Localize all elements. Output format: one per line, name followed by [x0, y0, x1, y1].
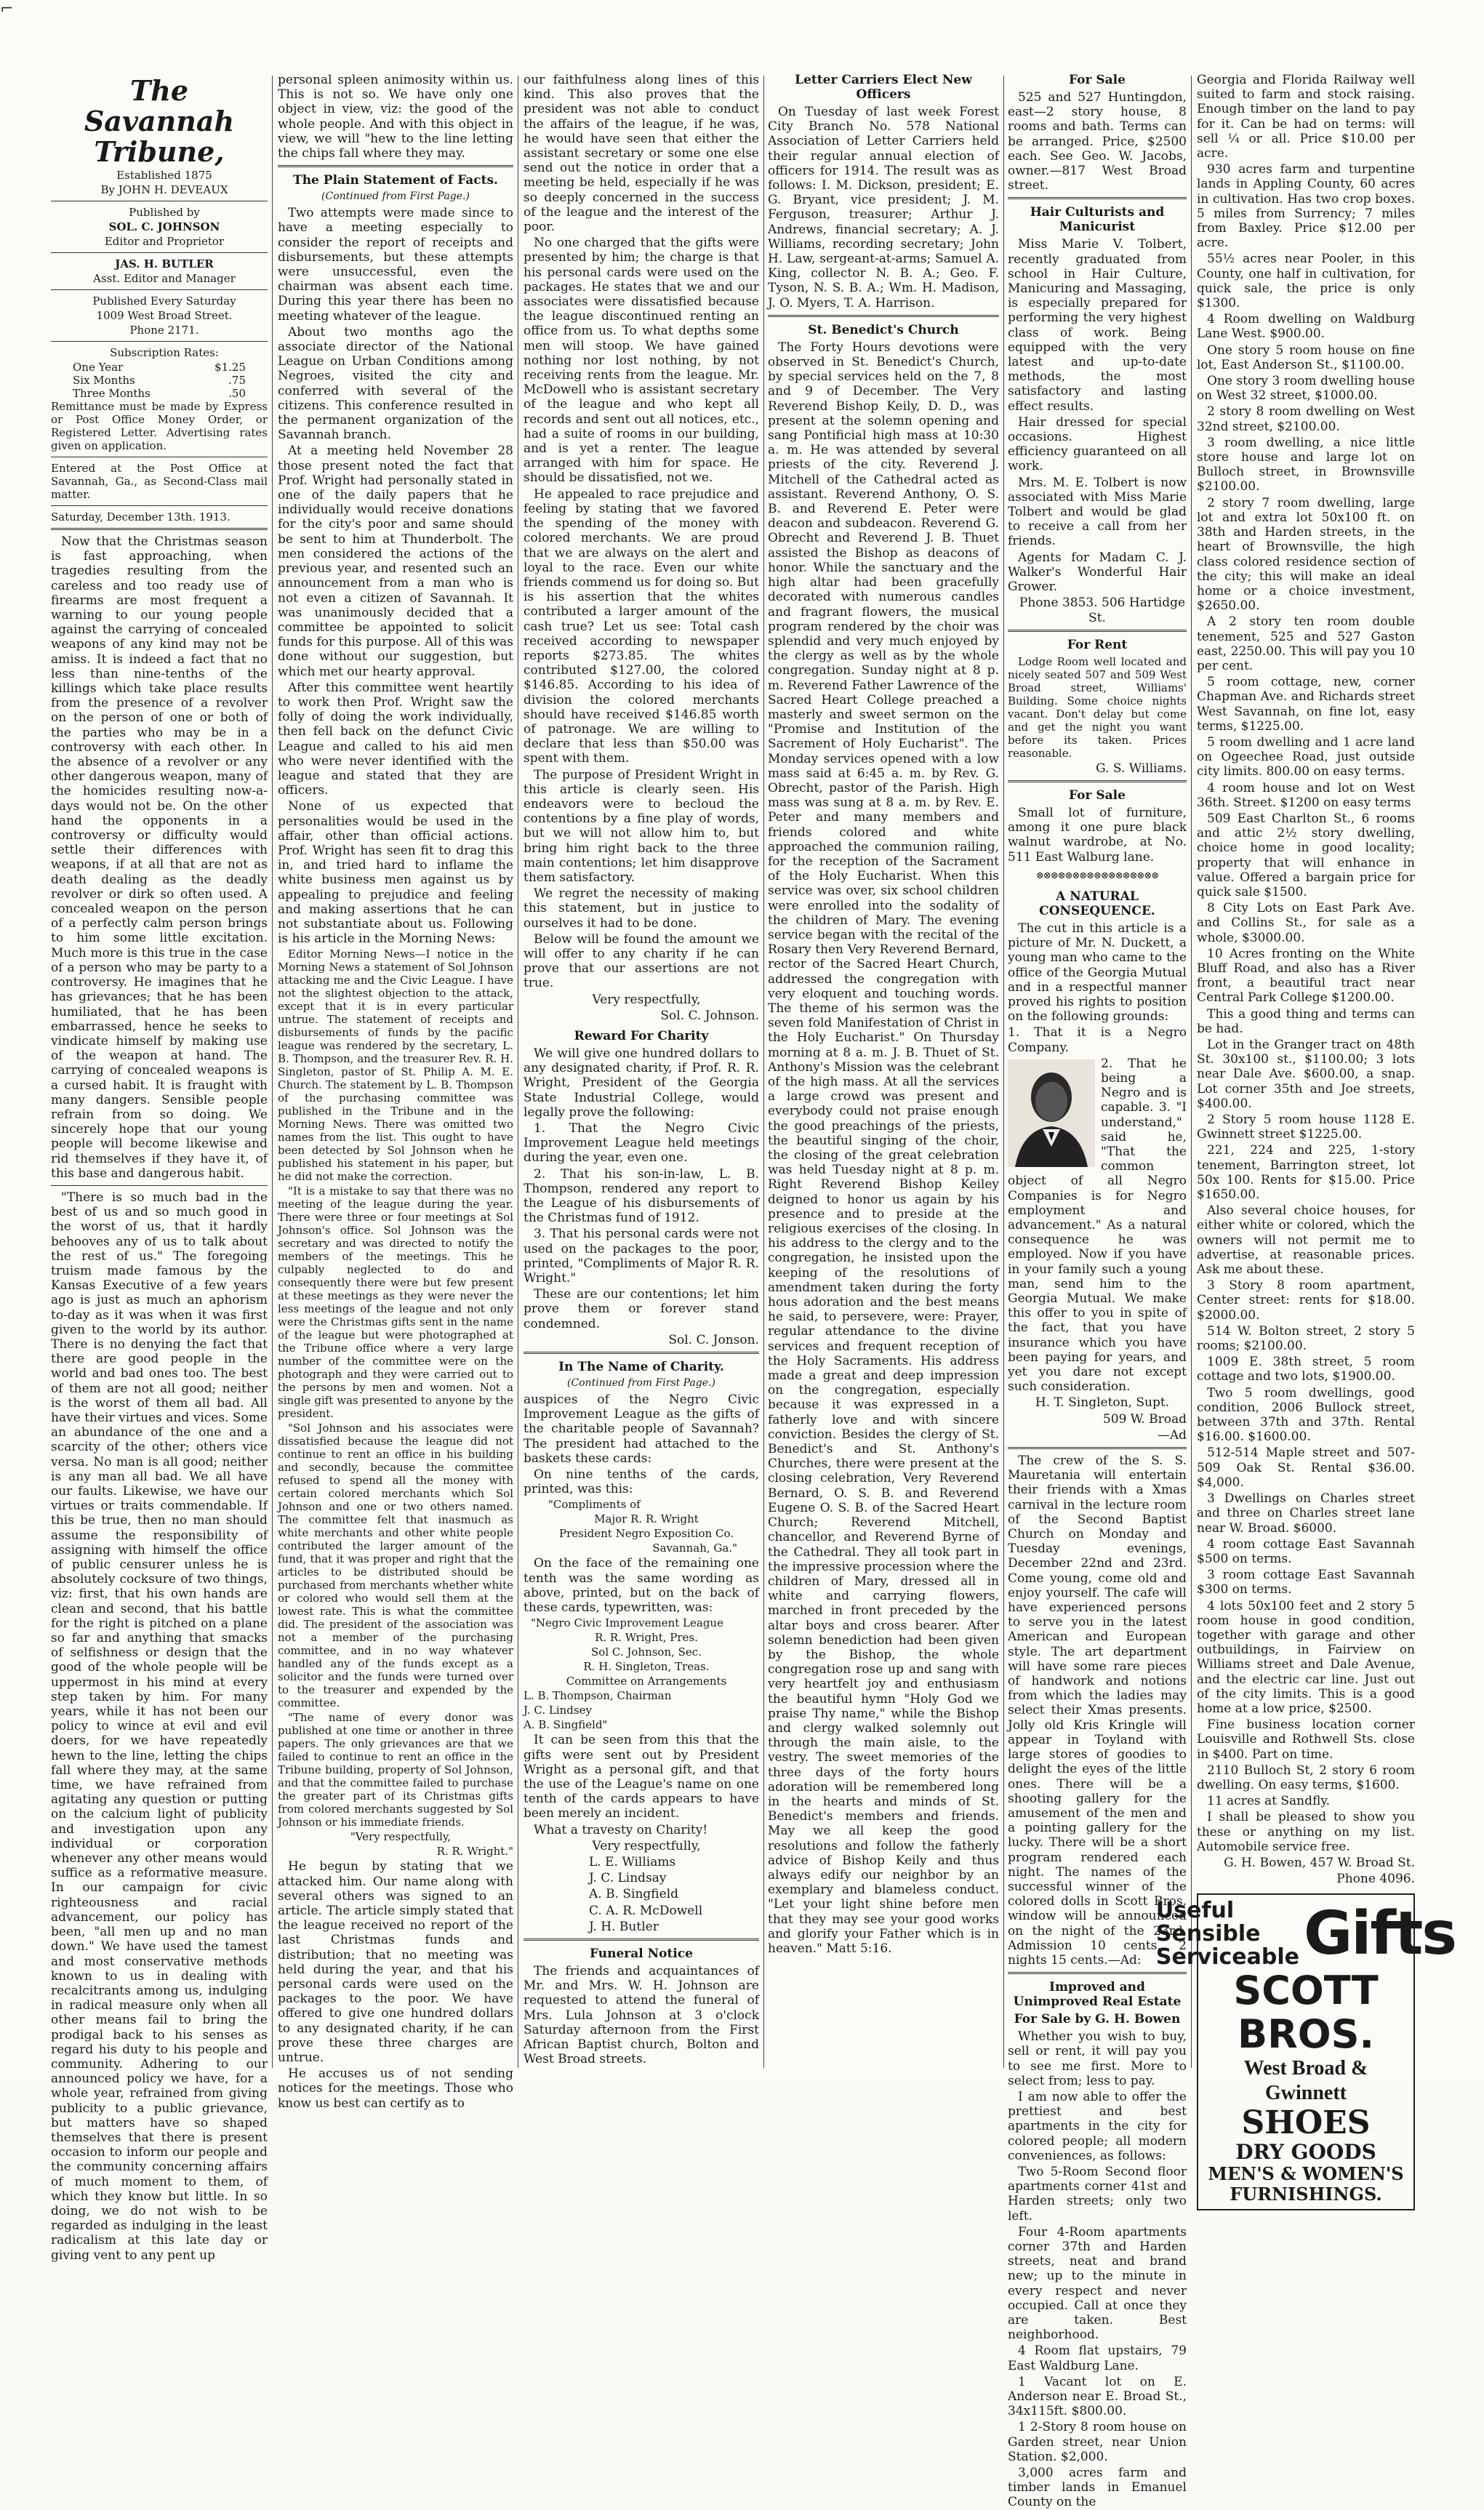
- ad-paragraph: Two 5-Room Second floor apartments corner 41st and Harden streets; only two left.: [1008, 2164, 1187, 2224]
- page-corner-mark: ⌐: [0, 0, 14, 18]
- ad-store-address: West Broad & Gwinnett: [1243, 2057, 1368, 2105]
- listing: 5 room cottage, new, corner Chapman Ave. and Richards street West Savannah, on fine lot, easy terms, $1225.00.: [1197, 675, 1415, 734]
- listing: One story 3 room dwelling house on West 32 street, $1000.00.: [1197, 374, 1415, 404]
- listing: 10 Acres fronting on the White Bluff Road, and also has a River front, a beautiful tract near Central Park College $1200.00.: [1197, 946, 1415, 1006]
- card-text: J. C. Lindsey: [524, 1704, 592, 1717]
- card-text: L. B. Thompson, Chairman: [524, 1689, 672, 1703]
- masthead-pub-every: Published Every Saturday: [92, 294, 236, 308]
- ad-signature: 509 W. Broad: [1102, 1411, 1187, 1427]
- listing: Lot in the Granger tract on 48th St. 30x100 st., $1100.00; 3 lots near Dale Ave. $600.00, a snap. Lot corner 35th and Joe streets, $400.00.: [1197, 1038, 1415, 1111]
- quoted-letter: Editor Morning News—I notice in the Morning News a statement of Sol Johnson attacking me and the Civic League. I have not the slightest objection to the attack, except that it is in every particular untrue. The statement of receipts and disbursements of funds by the pacific league was rendered by the secretary, L. B. Thompson, and the treasurer Rev. R. H. Singleton, pastor of St. Philip A. M. E. Church. The statement by L. B. Thompson of the purchasing committee was published in the Tribune and in the Morning News. There was omitted two names from the list. This ought to have been detected by Sol Johnson when he published his statement in his paper, but he did not make the correction.: [278, 947, 513, 1184]
- column-rule: [763, 76, 764, 2068]
- listing: 2 Story 5 room house 1128 E. Gwinnett street $1225.00.: [1197, 1112, 1415, 1142]
- ad-paragraph: Hair dressed for special occasions. Highest efficiency guaranteed on all work.: [1008, 414, 1187, 474]
- listing: 2 story 7 room dwelling, large lot and extra lot 50x100 ft. on 38th and Harden streets, in the heart of Brownsville, the high class colored residence section of the city; this will make an ideal home or a choice investment, $2650.00.: [1197, 495, 1415, 614]
- article-paragraph: What a travesty on Charity!: [534, 1822, 708, 1837]
- masthead-established: Established 1875: [116, 169, 212, 182]
- listing: 3 Story 8 room apartment, Center street: rents for $18.00. $2000.00.: [1197, 1278, 1415, 1323]
- masthead-manager: JAS. H. BUTLER: [115, 257, 214, 270]
- card-text: R. H. Singleton, Treas.: [583, 1660, 710, 1674]
- ad-shoes: SHOES: [1241, 2104, 1371, 2142]
- quoted-letter: "It is a mistake to say that there was no meeting of the league during the year. There were three or four meetings at Sol Johnson's office. Sol Johnson was the secretary and was directed to notify the members of the meetings. This he culpably neglected to do and consequently there were but few present at these meetings as they were never the less meetings of the league and not only were the Christmas gifts sent in the name of the league but were photographed at the Tribune office where a very large number of the committee were on the photograph and they were carried out to the persons by men and women. Not a single gift was presented to anyone by the president.: [278, 1184, 513, 1421]
- card-text: President Negro Exposition Co.: [559, 1527, 734, 1541]
- column-2: [278, 73, 513, 2111]
- article-paragraph: No one charged that the gifts were presented by him; the charge is that his personal cards were used on the packages. He states that we and our associates were dissatisfied because the league discontinued renting an office from us. To what depths some men will stoop. We have gained nothing nor lost nothing, by not receiving rents from the league. Mr. McDowell who is assistant secretary of the league and who kept all records and sent out all notices, etc., had a suite of rooms in our building, and is yet a renter. The league arranged with him for space. He should be dissatisfied, not we.: [524, 236, 759, 486]
- ad-paragraph: 525 and 527 Huntingdon, east—2 story house, 8 rooms and bath. Terms can be arranged. Price, $2500 each. See Geo. W. Jacobs, owner.—817 West Broad street.: [1008, 90, 1187, 193]
- funeral-headline: Funeral Notice: [589, 1946, 693, 1961]
- reward-item: 2. That his son-in-law, L. B. Thompson, rendered any report to the League of his disbursements of the Christmas fund of 1912.: [524, 1166, 759, 1226]
- ad-adjectives: [1156, 1899, 1299, 1969]
- hair-culturists-headline: Hair Culturists and Manicurist: [1030, 205, 1165, 235]
- card-text: "Compliments of: [548, 1498, 641, 1512]
- ad-paragraph: Mrs. M. E. Tolbert is now associated with Miss Marie Tolbert and would be glad to receive a call from her friends.: [1008, 475, 1187, 549]
- signature: Sol. C. Jonson.: [668, 1332, 759, 1347]
- signers-list: [589, 1855, 759, 1934]
- real-estate-subhead: For Sale by G. H. Bowen: [1014, 2012, 1181, 2027]
- signature: Sol. C. Johnson.: [660, 1008, 759, 1023]
- listing: Georgia and Florida Railway well suited to farm and stock raising. Enough timber on the land to pay for it. Can be had on terms: will sell ¼ or all. Price $10.00 per acre.: [1197, 73, 1415, 161]
- card-text: A. B. Singfield": [524, 1718, 608, 1732]
- signer-name: L. E. Williams: [589, 1854, 676, 1869]
- listing: Fine business location corner Louisville and Rothwell Sts. close in $400. Part on time.: [1197, 1717, 1415, 1762]
- card-text: Savannah, Ga.": [652, 1541, 737, 1555]
- listing: 4 lots 50x100 feet and 2 story 5 room house in good condition, together with garage and other outbuildings, in Fairview on Williams street and Dale Avenue, and the electric car line. Just out of the city limits. This is a good home at a low price, $2500.: [1197, 1598, 1415, 1716]
- column-1: [51, 73, 268, 2263]
- st-benedicts-headline: St. Benedict's Church: [808, 322, 959, 337]
- entered-note: Entered at the Post Office at Savannah, Ga., as Second-Class mail matter.: [51, 462, 268, 501]
- issue-date: Saturday, December 13th. 1913.: [51, 510, 230, 524]
- column-4: [768, 73, 999, 2072]
- article-paragraph: On nine tenths of the cards, printed, was this:: [524, 1467, 759, 1497]
- card-text: Committee on Arrangements: [566, 1675, 727, 1688]
- ad-paragraph: 2. That he being a Negro and is capable. 3. "I understand," said he, "That the common object of all Negro Companies is for Negro employment and advancement." As a natural consequence he was employed. Now if you have in your family such a young man, send him to the Georgia Mutual. We make this offer to you in spite of the fact, that you have insurance which you have been paying for years, and yet you dare not except such consideration.: [1008, 1056, 1187, 1395]
- ad-paragraph: Lodge Room well located and nicely seated 507 and 509 West Broad street, Williams' Building. Some choice nights vacant. Don't delay but come and get the night you want before its taken. Prices reasonable.: [1008, 654, 1187, 760]
- charity-headline: In The Name of Charity.: [558, 1360, 724, 1375]
- natural-consequence-headline: A NATURAL CONSEQUENCE.: [1039, 889, 1155, 918]
- listing: 3 Dwellings on Charles street and three on Charles street lane near W. Broad. $6000.: [1197, 1491, 1415, 1536]
- portrait-illustration: [1008, 1059, 1095, 1167]
- listing: This a good thing and terms can be had.: [1197, 1006, 1415, 1036]
- article-paragraph: our faithfulness along lines of this kind. This also proves that the president was not able to conduct the affairs of the league, if he was, he would have seen that either the assistant secretary or some one else send out the notice in order that a meeting be held, especially if he was so deeply concerned in the success of the league and the interest of the poor.: [524, 73, 759, 235]
- signer-name: A. B. Singfield: [589, 1887, 679, 1902]
- listing: 4 Room dwelling on Waldburg Lane West. $900.00.: [1197, 312, 1415, 342]
- card-text: Sol C. Johnson, Sec.: [591, 1645, 702, 1659]
- article-continuation: (Continued from First Page.): [321, 191, 470, 203]
- column-rule: [272, 76, 273, 2068]
- ad-marker: —Ad: [1157, 1427, 1187, 1443]
- rate-row: Six Months .75: [73, 374, 246, 387]
- listing: 2 story 8 room dwelling on West 32nd street, $2100.00.: [1197, 404, 1415, 434]
- masthead-published-by: Published by: [129, 206, 200, 219]
- column-rule: [1191, 76, 1192, 2068]
- ad-contact: Phone 3853. 506 Hartidge St.: [1019, 596, 1186, 625]
- article-paragraph: After this committee went heartily to work then Prof. Wright saw the folly of doing the work individually, then fell back on the defunct Civic League and called to his aid men who were never identified with the league and stated that they are officers.: [278, 680, 513, 798]
- ad-paragraph: Miss Marie V. Tolbert, recently graduated from school in Hair Culture, Manicuring and Massaging, is especially prepared for performing the very highest class of work. Being equipped with the very latest and up-to-date methods, the most satisfactory and lasting effect results.: [1008, 237, 1187, 414]
- ad-paragraph: I am now able to offer the prettiest and best apartments in the city for colored people; all modern conveniences, as follows:: [1008, 2089, 1187, 2163]
- ad-paragraph: Agents for Madam C. J. Walker's Wonderful Hair Grower.: [1008, 550, 1187, 595]
- ad-paragraph: 3,000 acres farm and timber lands in Emanuel County on the: [1008, 2466, 1187, 2510]
- article-paragraph: On the face of the remaining one tenth was the same wording as above, printed, but on the back of these cards, typewritten, was:: [524, 1556, 759, 1616]
- letter-carriers-headline: Letter Carriers Elect New Officers: [795, 73, 972, 102]
- ad-word: Useful: [1155, 1898, 1235, 1924]
- article-paragraph: It can be seen from this that the gifts were sent out by President Wright as a personal gift, and that the use of the League's name on one tenth of the cards appears to have been merely an incident.: [524, 1733, 759, 1821]
- signoff: Very respectfully,: [592, 992, 701, 1007]
- article-paragraph: auspices of the Negro Civic Improvement League as the gifts of the charitable people of Savannah? The president had attached to the baskets these cards:: [524, 1392, 759, 1466]
- listing: 8 City Lots on East Park Ave. and Collins St., for sale as a whole, $3000.00.: [1197, 901, 1415, 945]
- signer-name: J. C. Lindsay: [589, 1871, 667, 1886]
- signoff: Very respectfully,: [592, 1838, 701, 1853]
- listing: Two 5 room dwellings, good condition, 2006 Bullock street, between 37th and 37th. Rental $16.00. $1600.00.: [1197, 1385, 1415, 1445]
- signer-name: J. H. Butler: [589, 1919, 659, 1934]
- ad-word: Sensible: [1155, 1921, 1261, 1947]
- column-rule: [1003, 76, 1004, 2068]
- quoted-letter: "Sol Johnson and his associates were dissatisfied because the league did not continue to rent an office in his building and secondly, because the committee refused to spend all the money with certain colored merchants which Sol Johnson and one or two others named. The committee felt that inasmuch as white merchants and other white people contributed the larger amount of the fund, that it was proper and right that the articles to be distributed should be purchased from merchants whether white or colored who would sell them at the lowest rate. This is what the committee did. The president of the association was not a member of the purchasing committee, and in no way whatever handled any of the funds except as a solicitor and the funds were turned over to the treasurer and expended by the committee.: [278, 1422, 513, 1710]
- masthead-founder: By JOHN H. DEVEAUX: [100, 183, 228, 196]
- ad-paragraph: The cut in this article is a picture of Mr. N. Duckett, a young man who came to the office of the Georgia Mutual and in a respectful manner proved his rights to position on the following grounds:: [1008, 921, 1187, 1025]
- card-text: R. R. Wright, Pres.: [595, 1631, 698, 1645]
- card-text: "Negro Civic Improvement League: [531, 1616, 723, 1630]
- reward-paragraph: We will give one hundred dollars to any designated charity, if Prof. R. R. Wright, President of the Georgia State Industrial College, would legally prove the following:: [524, 1046, 759, 1120]
- article-paragraph: On Tuesday of last week Forest City Branch No. 578 National Association of Letter Carriers held their regular annual election of officers for 1914. The result was as follows: I. M. Dickson, president; E. G. Bryant, vice president; J. M. Ferguson, treasurer; Arthur J. Andrews, financial secretary; A. J. Williams, recording secretary; John H. Law, sergeant-at-arms; Samuel A. King, collector N. B. A.; Geo. F. Tyson, N. S. B. A.; Wm. H. Madison, J. O. Myers, T. A. Harrison.: [768, 105, 999, 310]
- rate-row: Three Months .50: [73, 387, 246, 400]
- article-paragraph: We regret the necessity of making this statement, but in justice to ourselves it had to be done.: [524, 886, 759, 931]
- editorial-paragraph: "There is so much bad in the best of us and so much good in the worst of us, that it hardly behooves any of us to talk about the rest of us." The foregoing truism made famous by the Kansas Executive of a few years ago is just as much an aphorism to-day as it was when it was first given to the world by its author. There is no denying the fact that there are good people in the world and bad ones too. The best of them are not all good; neither is the worst of them all bad. All have their virtues and vices. Some an abundance of the one and a scarcity of the other; others vice versa. No man is all good; neither is any man all bad. We all have our faults. Likewise, we have our virtues or traits commendable. If this be true, then no man should assume the responsibility of assigning with himself the office of public censurer unless he is absolutely cocksure of two things, viz: first, that his own hands are clean and second, that his battle for the right is pitched on a plane so far and anything that smacks of selfishness or design that the good of the whole people will be uppermost in his mind at every step taken by him. For many years, while it has not been our policy to wince at evil and evil doers, for we have repeatedly hewn to the line, letting the chips fall where they may, at the same time, we have refrained from agitating any question or putting on the calcium light of publicity and investigation upon any individual or corporation whenever any other means would suffice as a reformative measure. In our campaign for civic righteousness and racial advancement, our policy has been, "all men up and no man down." We have used the tamest and most conservative methods known to us in dealing with recalcitrants among us, indulging in radical measure only when all other means fail to bring the prodigal back to his senses as regard his duty to his people and community. Adhering to our announced policy we have, for a whole year, refrained from giving publicity to a public grievance, but matters have so shaped themselves that there is present occasion to inform our people and the community concerning affairs of much moment to them, of which they know but little. In so doing, we do not wish to be regarded as indulging in the least radicalism at this late day or giving vent to any pent up: [51, 1190, 268, 2263]
- listing: 4 room house and lot on West 36th. Street. $1200 on easy terms: [1197, 780, 1415, 810]
- article-headline: The Plain Statement of Facts.: [293, 173, 498, 188]
- article-paragraph: He begun by stating that we attacked him. Our name along with several others was signed to an article. The article simply stated that the league received no report of the last Christmas funds and distribution; that no meeting was held during the year, and that his personal cards were used on the packages to the poor. We have offered to give one hundred dollars to any designated charity, if he can prove these three charges are untrue.: [278, 1859, 513, 2066]
- subscription-title: Subscription Rates:: [110, 346, 219, 359]
- listing: 55½ acres near Pooler, in this County, one half in cultivation, for quick sale, the price is only $1300.: [1197, 252, 1415, 311]
- ad-signature: G. S. Williams.: [1096, 761, 1187, 776]
- listing-signature: G. H. Bowen, 457 W. Broad St.: [1224, 1855, 1415, 1870]
- article-paragraph: At a meeting held November 28 those present noted the fact that Prof. Wright had personally stated in one of the daily papers that he individually would receive donations for the city's poor and same should be sent to him at Thunderbolt. The men considered the actions of the previous year, and resented such an announcement from a man who is not even a citizen of Savannah. It was unanimously decided that a committee be appointed to solicit funds for this purpose. All of this was done without our suggestion, but which met our hearty approval.: [278, 444, 513, 679]
- ad-paragraph: The crew of the S. S. Mauretania will entertain their friends with a Xmas carnival in the lecture room of the Second Baptist Church on Monday and Tuesday evenings, December 22nd and 23rd. Come young, come old and enjoy yourself. The cafe will have experienced persons to serve you in the latest American and European style. The art department will have some rare pieces of handwork and notions from which the ladies may select their Xmas presents. Jolly old Kris Kringle will appear in Toyland with large stores of goodies to delight the eyes of the little ones. There will be a shooting gallery for the amusement of the men and a pointing gallery for the lucky. There will be a short program rendered each night. The names of the successful winner of the colored dolls in Scott Bros. window will be announced on the night of the 23rd. Admission 10 cents, 2 nights 15 cents.—Ad:: [1008, 1454, 1187, 1968]
- listing: 221, 224 and 225, 1-story tenement, Barrington street, lot 50x 100. Rents for $15.00. Price $1650.00.: [1197, 1143, 1415, 1203]
- listing: 514 W. Bolton street, 2 story 5 rooms; $2100.00.: [1197, 1323, 1415, 1354]
- listing: 3 room cottage East Savannah $300 on terms.: [1197, 1568, 1415, 1597]
- real-estate-headline: Improved and Unimproved Real Estate: [1013, 1980, 1182, 2010]
- chain-border-ornament: ⊗⊗⊗⊗⊗⊗⊗⊗⊗⊗⊗⊗⊗⊗⊗⊗⊗: [1035, 870, 1159, 881]
- ad-paragraph: 4 Room flat upstairs, 79 East Waldburg Lane.: [1008, 2343, 1187, 2373]
- listing: 2110 Bulloch St, 2 story 6 room dwelling. On easy terms, $1600.: [1197, 1763, 1415, 1792]
- listing: Also several choice houses, for either white or colored, which the owners will not permit me to advertise, at reasonable prices. Ask me about these.: [1197, 1203, 1415, 1278]
- masthead-phone: Phone 2171.: [129, 324, 199, 337]
- ad-paragraph: 1. That it is a Negro Company.: [1008, 1025, 1187, 1055]
- listing: 11 acres at Sandfly.: [1207, 1794, 1331, 1809]
- masthead-title: The Savannah Tribune,: [84, 74, 235, 168]
- listing: A 2 story ten room double tenement, 525 and 527 Gaston east, 2250.00. This will pay you 10 per cent.: [1197, 614, 1415, 673]
- column-6: [1155, 73, 1456, 2205]
- for-sale-headline: For Sale: [1069, 73, 1126, 87]
- reward-item: 3. That his personal cards were not used on the packages to the poor, printed, "Compliments of Major R. R. Wright.": [524, 1227, 759, 1286]
- ad-word: Serviceable: [1155, 1944, 1299, 1970]
- portrait-image: [1008, 1059, 1095, 1167]
- column-3: [524, 73, 759, 2072]
- listing: 930 acres farm and turpentine lands in Appling County, 60 acres in cultivation. Has two crop boxes. 5 miles from Surrency; 7 miles from Baxley. Price $12.00 per acre.: [1197, 162, 1415, 251]
- article-paragraph: None of us expected that personalities would be used in the affair, other than official actions. Prof. Wright has seen fit to drag this in, and tried hard to inflame the white business men against us by appealing to prejudice and feeling and making assertions that he can not substantiate about us. Following is his article in the Morning News:: [278, 799, 513, 947]
- for-rent-headline: For Rent: [1067, 637, 1128, 652]
- ad-signature: H. T. Singleton, Supt.: [1035, 1395, 1170, 1411]
- funeral-paragraph: The friends and acquaintances of Mr. and Mrs. W. H. Johnson are requested to attend the funeral of Mrs. Lula Johnson at 3 o'clock Saturday afternoon from the First African Baptist church, Bolton and West Broad streets.: [524, 1963, 759, 2067]
- masthead-publisher: SOL. C. JOHNSON: [108, 220, 220, 233]
- ad-store-name: SCOTT BROS.: [1233, 1968, 1379, 2058]
- reward-headline: Reward For Charity: [574, 1029, 709, 1043]
- column-5: [1008, 73, 1187, 2510]
- ad-paragraph: Four 4-Room apartments corner 37th and Harden streets, neat and brand new; up to the minute in every respect and never occupied. Call at once they are taken. Best neighborhood.: [1008, 2224, 1187, 2343]
- listing: I shall be pleased to show you these or anything on my list. Automobile service free.: [1197, 1810, 1415, 1854]
- article-paragraph: He accuses us of not sending notices for the meetings. Those who know us best can certify as to: [278, 2066, 513, 2111]
- listing: 4 room cottage East Savannah $500 on terms.: [1197, 1536, 1415, 1566]
- scott-bros-advertisement: [1155, 1893, 1456, 2210]
- masthead-address: 1009 West Broad Street.: [96, 309, 233, 322]
- ad-gifts-word: Gifts: [1304, 1899, 1456, 1969]
- listing: 509 East Charlton St., 6 rooms and attic 2½ story dwelling, choice home in good locality; property that will enhance in value. Offered a bargain price for quick sale $1500.: [1197, 811, 1415, 899]
- quoted-letter: "The name of every donor was published at one time or another in three papers. The only grievances are that we failed to continue to rent an office in the Tribune building, property of Sol Johnson, and that the committee failed to purchase the greater part of its Christmas gifts from colored merchants suggested by Sol Johnson or his immediate friends.: [278, 1711, 513, 1829]
- article-paragraph: The Forty Hours devotions were observed in St. Benedict's Church, by special services held on the 7, 8 and 9 of December. The Very Reverend Bishop Keily, D. D., was present at the solemn opening and sang Pontificial high mass at 10:30 a. m. He was attended by several priests of the city. Reverend J. Mitchell of the Cathedral acted as assistant. Reverend Anthony, O. S. B. and Reverend E. Peter were deacon and subdeacon. Reverend G. Obrecht and Reverend J. B. Thuet assisted the Bishop as deacons of honor. While the sanctuary and the high altar had been gracefully decorated with numerous candles and fragrant flowers, the musical program rendered by the choir was splendid and very much enjoyed by the clergy as well as by the whole congregation. Sunday night at 8 p. m. Reverend Father Lawrence of the Sacred Heart College preached a masterly and sweet sermon on the "Promise and Institution of the Sacrement of Holy Eucharist". The Monday services opened with a low mass said at 6:45 a. m. by Rev. G. Obrecht, pastor of the Parish. High mass was sung at 8 a. m. by Rev. E. Peter and many members and friends colored and white approached the communion railing, for the reception of the Sacrament of the Holy Eucharist. When this service was over, six school children were enrolled into the sodality of the children of Mary. The evening service began with the recital of the Rosary then Very Reverend Bernard, rector of the Sacred Heart Church, addressed the congregation with very eloquent and touching words. The theme of his sermon was the seven fold Manifestation of Christ in the Holy Eucharist." On Thursday morning at 8 a. m. J. B. Thuet of St. Anthony's Mission was the celebrant of the high mass. At all the services a large crowd was present and everybody could not praise enough the good preachings of the priests, the beautiful singing of the choir, the closing of the great celebration was held Tuesday night at 8 p. m. Right Reverend Bishop Keiley deigned to honor us again by his presence and to preside at the religious exercises of the closing. In his address to the clergy and to the congregation, he insisted upon the keeping of the resolutions of amendment taken during the forty hous adoration and the best means he said, to persevere, were: Prayer, regular attendance to the divine services and frequent reception of the Holy Sacraments. His address made a great and deep impression on the congregation, especially because it was expressed in a fatherly love and with sincere conviction. Besides the clergy of St. Benedict's and St. Anthony's Churches, there were present at the closing celebration, Very Reverend Bernard, O. S. B. and Reverend Eugene O. S. B. of the Sacred Heart Church; Reverend Mitchell, chancellor, and Reverend Byrne of the Cathedral. They all took part in the impressive procession where the children of Mary, dressed all in white and carrying flowers, marched in front preceded by the altar boys and cross bearer. After solemn benediction had been given by the Bishop, the whole congregation rose up and sang with very heartfelt joy and enthusiasm the beautiful hymn "Holy God we praise Thy name," while the Bishop and clergy walked solemnly out through the main aisle, to the vestry. The sweet memories of the three days of the forty hours adoration will be remembered long in the hearts and minds of St. Benedict's members and friends. May we all keep the good resolutions and follow the fatherly advice of Bishop Keily and thus always edify our neighbor by an exemplary and blameless conduct. "Let your light shine before men that they may see your good works and glorify your Father which is in heaven." Matt 5:16.: [768, 340, 999, 1956]
- ad-paragraph: Small lot of furniture, among it one pure black walnut wardrobe, at No. 511 East Walburg lane.: [1008, 805, 1187, 865]
- ad-top-row: [1155, 1898, 1456, 1970]
- listing: 5 room dwelling and 1 acre land on Ogeechee Road, just outside city limits. 800.00 on easy terms.: [1197, 734, 1415, 779]
- article-paragraph: About two months ago the associate director of the National League on Urban Conditions among Negroes, visited the city and conferred with several of the citizens. This conference resulted in the permanent organization of the Savannah branch.: [278, 324, 513, 443]
- ad-paragraph: 1 2-Story 8 room house on Garden street, near Union Station. $2,000.: [1008, 2420, 1187, 2464]
- ad-furnishings: MEN'S & WOMEN'S FURNISHINGS.: [1208, 2163, 1404, 2205]
- signer-name: C. A. R. McDowell: [589, 1903, 703, 1918]
- ad-paragraph: Whether you wish to buy, sell or rent, it will pay you to see me first. More to select from; less to pay.: [1008, 2029, 1187, 2088]
- masthead-manager-role: Asst. Editor and Manager: [93, 272, 236, 285]
- quoted-signature: R. R. Wright.": [436, 1845, 513, 1859]
- listing: One story 5 room house on fine lot, East Anderson St., $1100.00.: [1197, 342, 1415, 372]
- masthead-publisher-role: Editor and Proprietor: [104, 235, 225, 248]
- editorial-paragraph: Now that the Christmas season is fast approaching, when tragedies resulting from the careless and too ready use of firearms are most frequent a warning to our young people against the carrying of concealed weapons of any kind may not be amiss. It is indeed a fact that no less than nine-tenths of the killings which take place results from the presence of a revolver on the person of one or both of the parties who may be in a controversy with each other. In the absence of a revolver or any other dangerous weapon, many of the homicides resulting now-a-days would not be. On the other hand the opponents in a controversy or difficulty would settle their differences with weapons, if at all that are not as death dealing as the deadly revolver or dirk so often used. A concealed weapon on the person of a perfectly calm person brings to him some little excitation. Much more is this true in the case of a person who may be party to a controversy. He imagines that he has grievances; that he has been humiliated, that he has been embarrassed, hence he seeks to vindicate himself by making use of the weapon at hand. The carrying of concealed weapons is a cursed habit. It is fraught with many dangers. Sensible people refrain from so doing. We sincerely hope that our young people will become likewise and rid themselves if they have it, of this base and dangerous habit.: [51, 534, 268, 1181]
- listing: 1009 E. 38th street, 5 room cottage and two lots, $1900.00.: [1197, 1355, 1415, 1384]
- listing-phone: Phone 4096.: [1336, 1872, 1415, 1887]
- charity-continuation: (Continued from First Page.): [567, 1377, 715, 1390]
- ad-paragraph: 1 Vacant lot on E. Anderson near E. Broad St., 34x115ft. $800.00.: [1008, 2374, 1187, 2419]
- subscription-rates: [51, 361, 268, 400]
- rate-row: One Year $1.25: [73, 361, 246, 374]
- card-text: Major R. R. Wright: [594, 1512, 699, 1526]
- listing: 3 room dwelling, a nice little store house and large lot on Bulloch street, in Brownsville $2100.00.: [1197, 435, 1415, 494]
- quoted-signoff: "Very respectfully,: [350, 1830, 452, 1844]
- article-paragraph: The purpose of President Wright in this article is clearly seen. His endeavors were to becloud the contentions by a fine play of words, but we will not allow him to, but bring him right back to the three main contentions; let him disapprove them satisfactory.: [524, 767, 759, 885]
- for-sale-headline: For Sale: [1069, 787, 1126, 803]
- reward-item: 1. That the Negro Civic Improvement League held meetings during the year, even one.: [524, 1121, 759, 1166]
- ad-dry-goods: DRY GOODS: [1235, 2140, 1376, 2165]
- article-paragraph: Below will be found the amount we will offer to any charity if he can prove that our assertions are not true.: [524, 931, 759, 991]
- article-paragraph: personal spleen animosity within us. This is not so. We have only one object in view, viz: the good of the whole people. And with this object in view, we will "hew to the line letting the chips fall where they may.: [278, 73, 513, 161]
- article-paragraph: Two attempts were made since to have a meeting especially to consider the report of receipts and disbursements, but these attempts were unsuccessful, even the chairman was absent each time. During this year there has been no meeting whatever of the league.: [278, 206, 513, 324]
- article-paragraph: He appealed to race prejudice and feeling by stating that we favored the spending of the money with colored merchants. We are proud that we are always on the alert and loyal to the race. Even our white friends commend us for doing so. But is his assertion that the whites contributed a larger amount of the cash true? Let us see: Total cash received according to newspaper reports $273.85. The whites contributed $127.00, the colored $146.85. According to his idea of division the colored merchants should have received $146.85 worth of patronage. We are willing to declare that less than $50.00 was spent with them.: [524, 486, 759, 766]
- reward-paragraph: These are our contentions; let him prove them or forever stand condemned.: [524, 1287, 759, 1331]
- remittance-note: Remittance must be made by Express or Post Office Money Order, or Registered Letter. Advertising rates given on application.: [51, 400, 268, 452]
- listing: 512-514 Maple street and 507-509 Oak St. Rental $36.00. $4,000.: [1197, 1446, 1415, 1490]
